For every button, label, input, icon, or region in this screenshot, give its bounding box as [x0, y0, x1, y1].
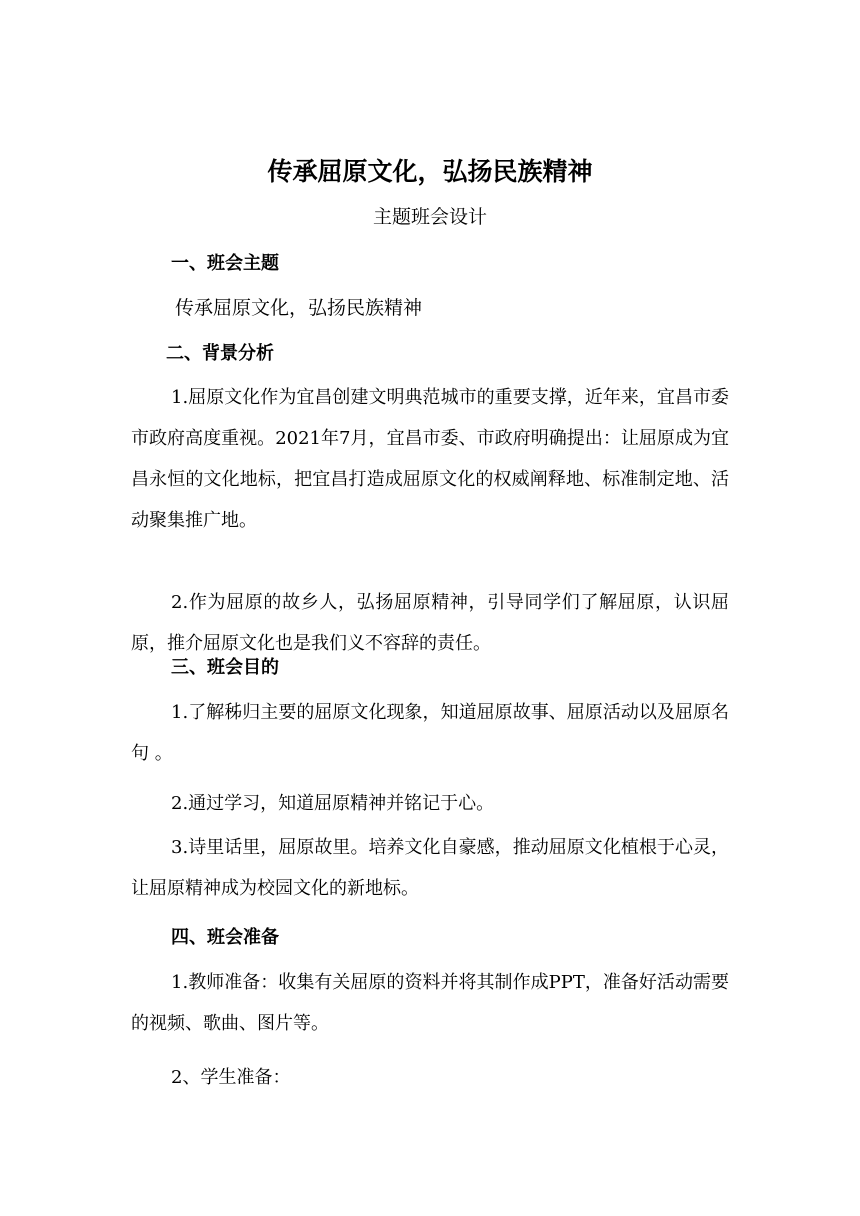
preparation-paragraph-2	[131, 1057, 729, 1098]
section-heading-background: 二、背景分析	[166, 343, 274, 364]
section-heading-theme: 一、班会主题	[171, 253, 279, 274]
objective-paragraph-3	[131, 827, 729, 909]
background-paragraph-1	[131, 377, 729, 541]
objective-paragraph-1-text: 1.了解秭归主要的屈原文化现象，知道屈原故事、屈原活动以及屈原名句 。	[131, 702, 729, 764]
background-paragraph-1-text: 1.屈原文化作为宜昌创建文明典范城市的重要支撑，近年来，宜昌市委市政府高度重视。2021年7月，宜昌市委、市政府明确提出：让屈原成为宜昌永恒的文化地标，把宜昌打造成屈原文化的权威阐释地、标准制定地、活动聚集推广地。	[131, 387, 729, 531]
preparation-paragraph-1	[131, 962, 729, 1044]
objective-paragraph-1	[131, 692, 729, 774]
background-paragraph-2-text: 2.作为屈原的故乡人，弘扬屈原精神，引导同学们了解屈原，认识屈原，推介屈原文化也是我们义不容辞的责任。	[131, 592, 729, 654]
objective-paragraph-3-text: 3.诗里话里，屈原故里。培养文化自豪感，推动屈原文化植根于心灵，让屈原精神成为校园文化的新地标。	[131, 837, 729, 899]
objective-paragraph-2	[131, 783, 729, 824]
preparation-paragraph-1-text: 1.教师准备：收集有关屈原的资料并将其制作成PPT，准备好活动需要的视频、歌曲、图片等。	[131, 972, 729, 1034]
section-theme-text: 传承屈原文化，弘扬民族精神	[175, 297, 423, 319]
objective-paragraph-2-text: 2.通过学习，知道屈原精神并铭记于心。	[171, 793, 495, 814]
preparation-paragraph-2-text: 2、学生准备：	[171, 1067, 291, 1088]
section-heading-preparation: 四、班会准备	[171, 927, 279, 948]
document-title: 传承屈原文化，弘扬民族精神	[267, 157, 593, 186]
document-subtitle: 主题班会设计	[372, 206, 487, 228]
section-heading-objectives: 三、班会目的	[171, 657, 279, 678]
